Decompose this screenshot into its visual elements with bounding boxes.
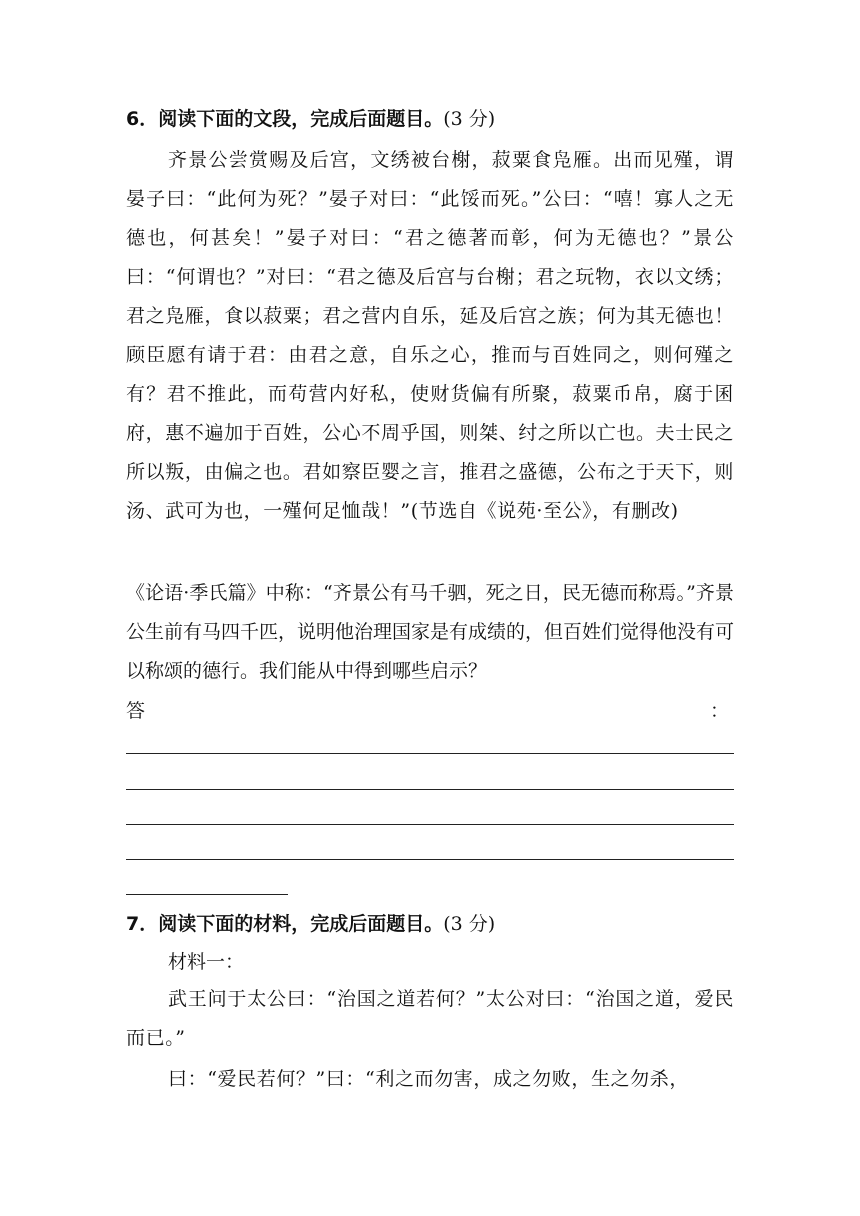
question-6-score: (3 分): [443, 108, 496, 130]
question-6-heading: [126, 106, 734, 132]
question-7-title: 阅读下面的材料，完成后面题目。: [158, 913, 444, 935]
question-6-title: 阅读下面的文段，完成后面题目。: [158, 108, 444, 130]
answer-colon: ：: [710, 700, 730, 722]
answer-line[interactable]: [126, 894, 288, 895]
question-7-heading: [126, 911, 734, 937]
answer-line[interactable]: [126, 859, 734, 860]
answer-line[interactable]: [126, 753, 734, 754]
answer-line[interactable]: [126, 789, 734, 790]
material-label: 材料一：: [168, 951, 245, 973]
question-7-score: (3 分): [443, 913, 496, 935]
question-7-number: 7．: [126, 913, 159, 935]
material-paragraph-1: 武王问于太公曰：“治国之道若何？”太公对曰：“治国之道，爱民而已。”: [126, 988, 734, 1049]
question-6-prompt: 《论语·季氏篇》中称：“齐景公有马千驷，死之日，民无德而称焉。”齐景公生前有马四千匹，说明他治理国家是有成绩的，但百姓们觉得他没有可以称颂的德行。我们能从中得到哪些启示？: [126, 582, 735, 682]
answer-line[interactable]: [126, 824, 734, 825]
material-paragraph-2: 曰：“爱民若何？”曰：“利之而勿害，成之勿败，生之勿杀，: [168, 1068, 689, 1090]
answer-label: 答: [126, 700, 146, 722]
question-6-passage: 齐景公尝赏赐及后宫，文绣被台榭，菽粟食凫雁。出而见殣，谓晏子曰：“此何为死？”晏子对曰：“此馁而死。”公曰：“嘻！寡人之无德也，何甚矣！”晏子对曰：“君之德著而彰，何为无德也？”景公曰：“何谓也？”对曰：“君之德及后宫与台榭；君之玩物，衣以文绣；君之凫雁，食以菽粟；君之营内自乐，延及后宫之族；何为其无德也！顾臣愿有请于君：由君之意，自乐之心，推而与百姓同之，则何殣之有？君不推此，而苟营内好私，使财货偏有所聚，菽粟币帛，腐于囷府，惠不遍加于百姓，公心不周乎国，则桀、纣之所以亡也。夫士民之所以叛，由偏之也。君如察臣婴之言，推君之盛德，公布之于天下，则汤、武可为也，一殣何足恤哉！”(节选自《说苑·至公》，有删改): [126, 149, 734, 522]
question-6-number: 6．: [126, 108, 159, 130]
